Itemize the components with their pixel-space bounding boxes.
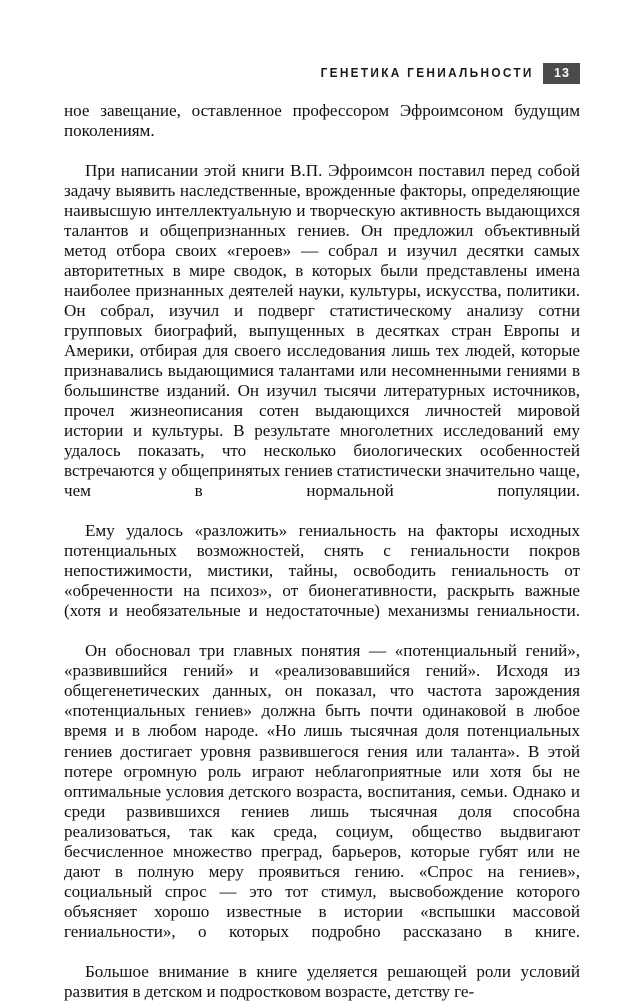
paragraph-2: При написании этой книги В.П. Эфроимсон поставил перед собой задачу выявить наследственные, врожденные факторы, определяющие наивысшую интеллектуальную и творческую активность выдающихся талантов и общепризнанных гениев. Он предложил объективный метод отбора своих «героев» — собрал и изучил десятки самых авторитетных в мире сводок, в которых были представлены имена наиболее признанных деятелей науки, культуры, искусства, политики. Он собрал, изучил и подверг статистическому анализу сотни групповых биографий, выпущенных в десятках стран Европы и Америки, отбирая для своего исследования лишь тех людей, которые признавались выдающимися талантами или несомненными гениями в большинстве изданий. Он изучил тысячи литературных источников, прочел жизнеописания сотен выдающихся личностей мировой истории и культуры. В результате многолетних исследований ему удалось показать, что несколько биологических особенностей встречаются у общепринятых гениев статистически значительно чаще, чем в нормальной популяции. xyxy=(64,161,580,501)
paragraph-4: Он обосновал три главных понятия — «потенциальный гений», «развившийся гений» и «реализовавшийся гений». Исходя из общегенетических данных, он показал, что частота зарождения «потенциальных гениев» должна быть почти одинаковой в любое время и в любом народе. «Но лишь тысячная доля потенциальных гениев достигает уровня развившегося гения или таланта». В этой потере огромную роль играют неблагоприятные или хотя бы не оптимальные условия детского возраста, воспитания, семьи. Однако и среди развившихся гениев лишь тысячная доля способна реализоваться, так как среда, социум, общество выдвигают бесчисленное множество преград, барьеров, которые губят или не дают в полную меру проявиться гению. «Спрос на гениев», социальный спрос — это тот стимул, высвобождение которого объясняет хорошо известные в истории «вспышки массовой гениальности», о которых подробно рассказано в книге. xyxy=(64,641,580,941)
running-header-title: ГЕНЕТИКА ГЕНИАЛЬНОСТИ xyxy=(320,65,534,80)
running-header xyxy=(64,60,580,86)
body-text-column xyxy=(64,101,580,1002)
paragraph-5: Большое внимание в книге уделяется решающей роли условий развития в детском и подростковом возрасте, детству ге- xyxy=(64,961,580,1001)
paragraph-3: Ему удалось «разложить» гениальность на факторы исходных потенциальных возможностей, снять с гениальности покров непостижимости, мистики, тайны, освободить гениальность от «обреченности на психоз», от бионегативности, раскрыть важные (хотя и необязательные и недостаточные) механизмы гениальности. xyxy=(64,521,580,621)
paragraph-1: ное завещание, оставленное профессором Эфроимсоном будущим поколениям. xyxy=(64,101,580,141)
page-number-badge: 13 xyxy=(543,63,580,84)
